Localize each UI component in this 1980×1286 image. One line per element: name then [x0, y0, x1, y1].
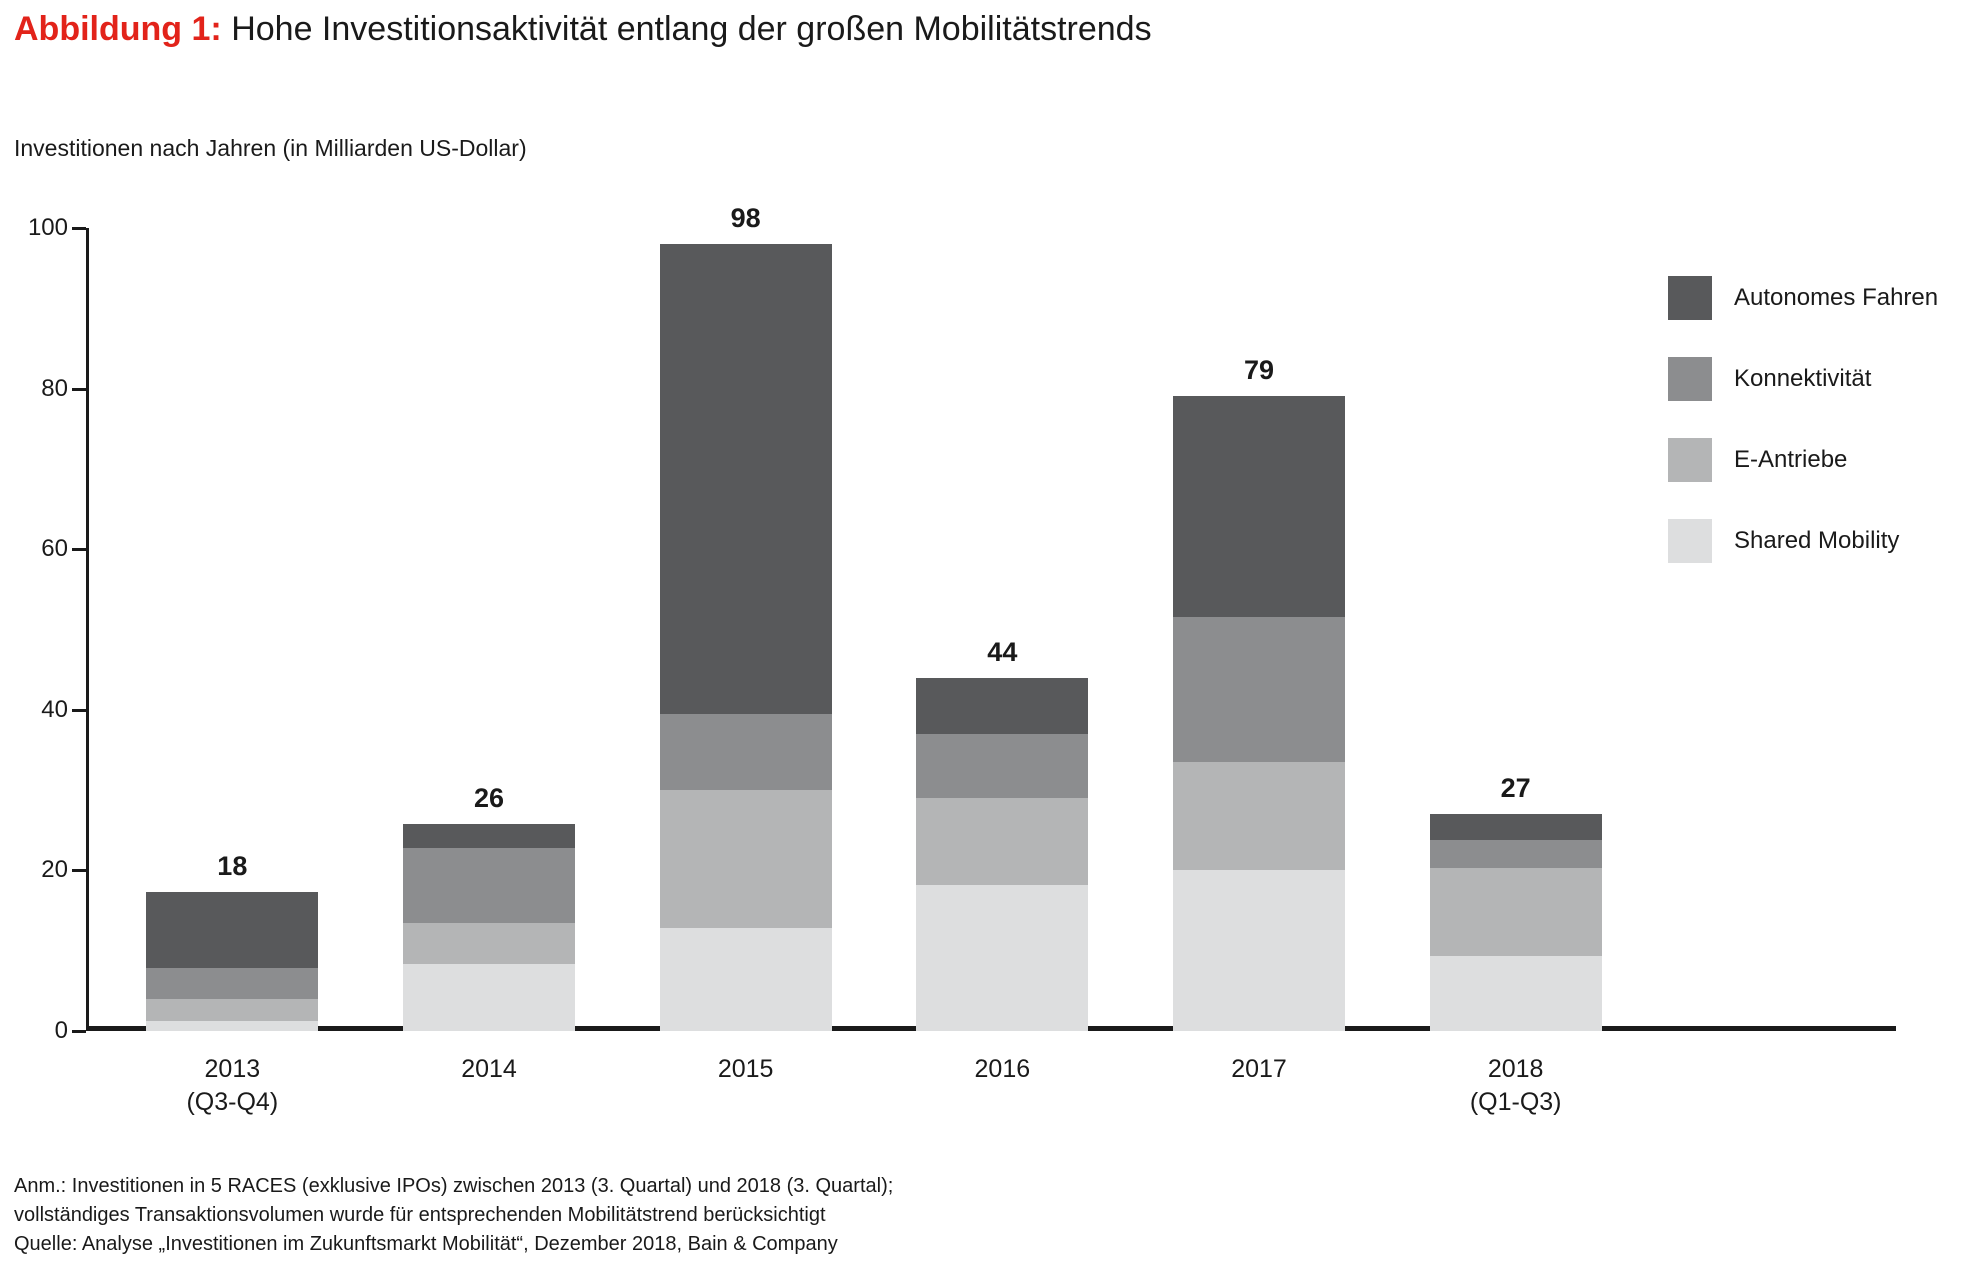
legend-swatch-icon [1668, 519, 1712, 563]
x-axis-category-label: 2013 (Q3-Q4) [186, 1055, 279, 1116]
chart-footnotes [14, 1172, 893, 1259]
bar-group[interactable] [1173, 354, 1345, 1083]
legend-swatch-icon [1668, 438, 1712, 482]
bar-series-container [86, 203, 1626, 1116]
footnote-line-2: vollständiges Transaktionsvolumen wurde für entsprechenden Mobilitätstrend berücksichtigt [14, 1204, 826, 1226]
bar-segment[interactable] [916, 734, 1088, 798]
bar-group[interactable] [1430, 773, 1602, 1116]
x-axis-category-label: 2017 [1231, 1055, 1287, 1083]
y-axis-tick [72, 1030, 86, 1033]
y-axis-tick [72, 709, 86, 712]
bar-segment[interactable] [146, 1021, 318, 1031]
legend-swatch-icon [1668, 357, 1712, 401]
bar-group[interactable] [660, 203, 832, 1083]
bar-segment[interactable] [403, 848, 575, 923]
bar-segment[interactable] [1430, 840, 1602, 868]
legend-item-label: Shared Mobility [1734, 527, 1900, 554]
legend-swatch-icon [1668, 276, 1712, 320]
y-axis-tick-label: 0 [54, 1017, 68, 1044]
bar-segment[interactable] [1430, 868, 1602, 956]
bar-segment[interactable] [1430, 814, 1602, 840]
bar-segment[interactable] [146, 999, 318, 1021]
bar-total-label: 18 [217, 851, 248, 882]
figure-title [14, 10, 1152, 49]
bar-segment[interactable] [146, 968, 318, 999]
bar-segment[interactable] [916, 678, 1088, 734]
bar-segment[interactable] [660, 714, 832, 790]
y-axis-tick [72, 869, 86, 872]
y-axis-tick-label: 20 [41, 856, 68, 884]
y-axis-tick-label: 40 [41, 695, 68, 723]
legend-item-label: E-Antriebe [1734, 446, 1848, 473]
bar-total-label: 26 [473, 782, 505, 813]
bar-segment[interactable] [1173, 870, 1345, 1031]
y-axis-tick [72, 227, 86, 230]
legend-item[interactable] [1668, 276, 1938, 320]
y-axis-tick-label: 60 [41, 535, 68, 563]
legend-item[interactable] [1668, 357, 1938, 401]
bar-segment[interactable] [146, 892, 318, 967]
chart-subtitle: Investitionen nach Jahren (in Milliarden US-Dollar) [14, 135, 527, 161]
bar-segment[interactable] [1173, 762, 1345, 870]
legend-item-label: Autonomes Fahren [1734, 284, 1939, 311]
bar-segment[interactable] [660, 928, 832, 1031]
bar-total-label: 27 [1500, 773, 1531, 804]
x-axis-category-label: 2016 [974, 1055, 1031, 1083]
bar-segment[interactable] [916, 885, 1088, 1031]
bar-segment[interactable] [1173, 396, 1345, 618]
y-axis-tick [72, 548, 86, 551]
x-axis-category-label: 2015 [717, 1055, 774, 1083]
y-axis-tick-label: 80 [41, 374, 68, 402]
legend-item-label: Konnektivität [1734, 365, 1872, 392]
bar-segment[interactable] [403, 923, 575, 963]
bar-total-label: 44 [987, 636, 1018, 667]
x-axis-category-label: 2014 [461, 1055, 517, 1083]
legend-item[interactable] [1668, 519, 1938, 563]
bar-segment[interactable] [403, 824, 575, 848]
bar-group[interactable] [916, 636, 1088, 1083]
x-axis-category-label: 2018 (Q1-Q3) [1469, 1055, 1562, 1116]
y-axis-tick-label: 100 [27, 214, 68, 241]
bar-segment[interactable] [1430, 956, 1602, 1031]
legend-item[interactable] [1668, 438, 1938, 482]
bar-total-label: 98 [730, 203, 761, 234]
bar-group[interactable] [146, 851, 318, 1116]
bar-segment[interactable] [1173, 617, 1345, 762]
bar-segment[interactable] [916, 798, 1088, 885]
bar-segment[interactable] [660, 790, 832, 928]
bar-segment[interactable] [660, 244, 832, 714]
footnote-source: Quelle: Analyse „Investitionen im Zukunftsmarkt Mobilität“, Dezember 2018, Bain & Company [14, 1233, 838, 1255]
chart-legend [1668, 276, 1938, 600]
chart-plot-area [27, 203, 1626, 1116]
figure-title-label: Abbildung 1: [14, 10, 222, 48]
bar-segment[interactable] [403, 964, 575, 1031]
bar-total-label: 79 [1243, 354, 1275, 385]
bar-group[interactable] [403, 782, 575, 1083]
footnote-line-1: Anm.: Investitionen in 5 RACES (exklusive IPOs) zwischen 2013 (3. Quartal) und 2018 (3. Quartal); [14, 1175, 894, 1197]
figure-title-text: Hohe Investitionsaktivität entlang der großen Mobilitätstrends [231, 10, 1152, 48]
y-axis-tick [72, 388, 86, 391]
